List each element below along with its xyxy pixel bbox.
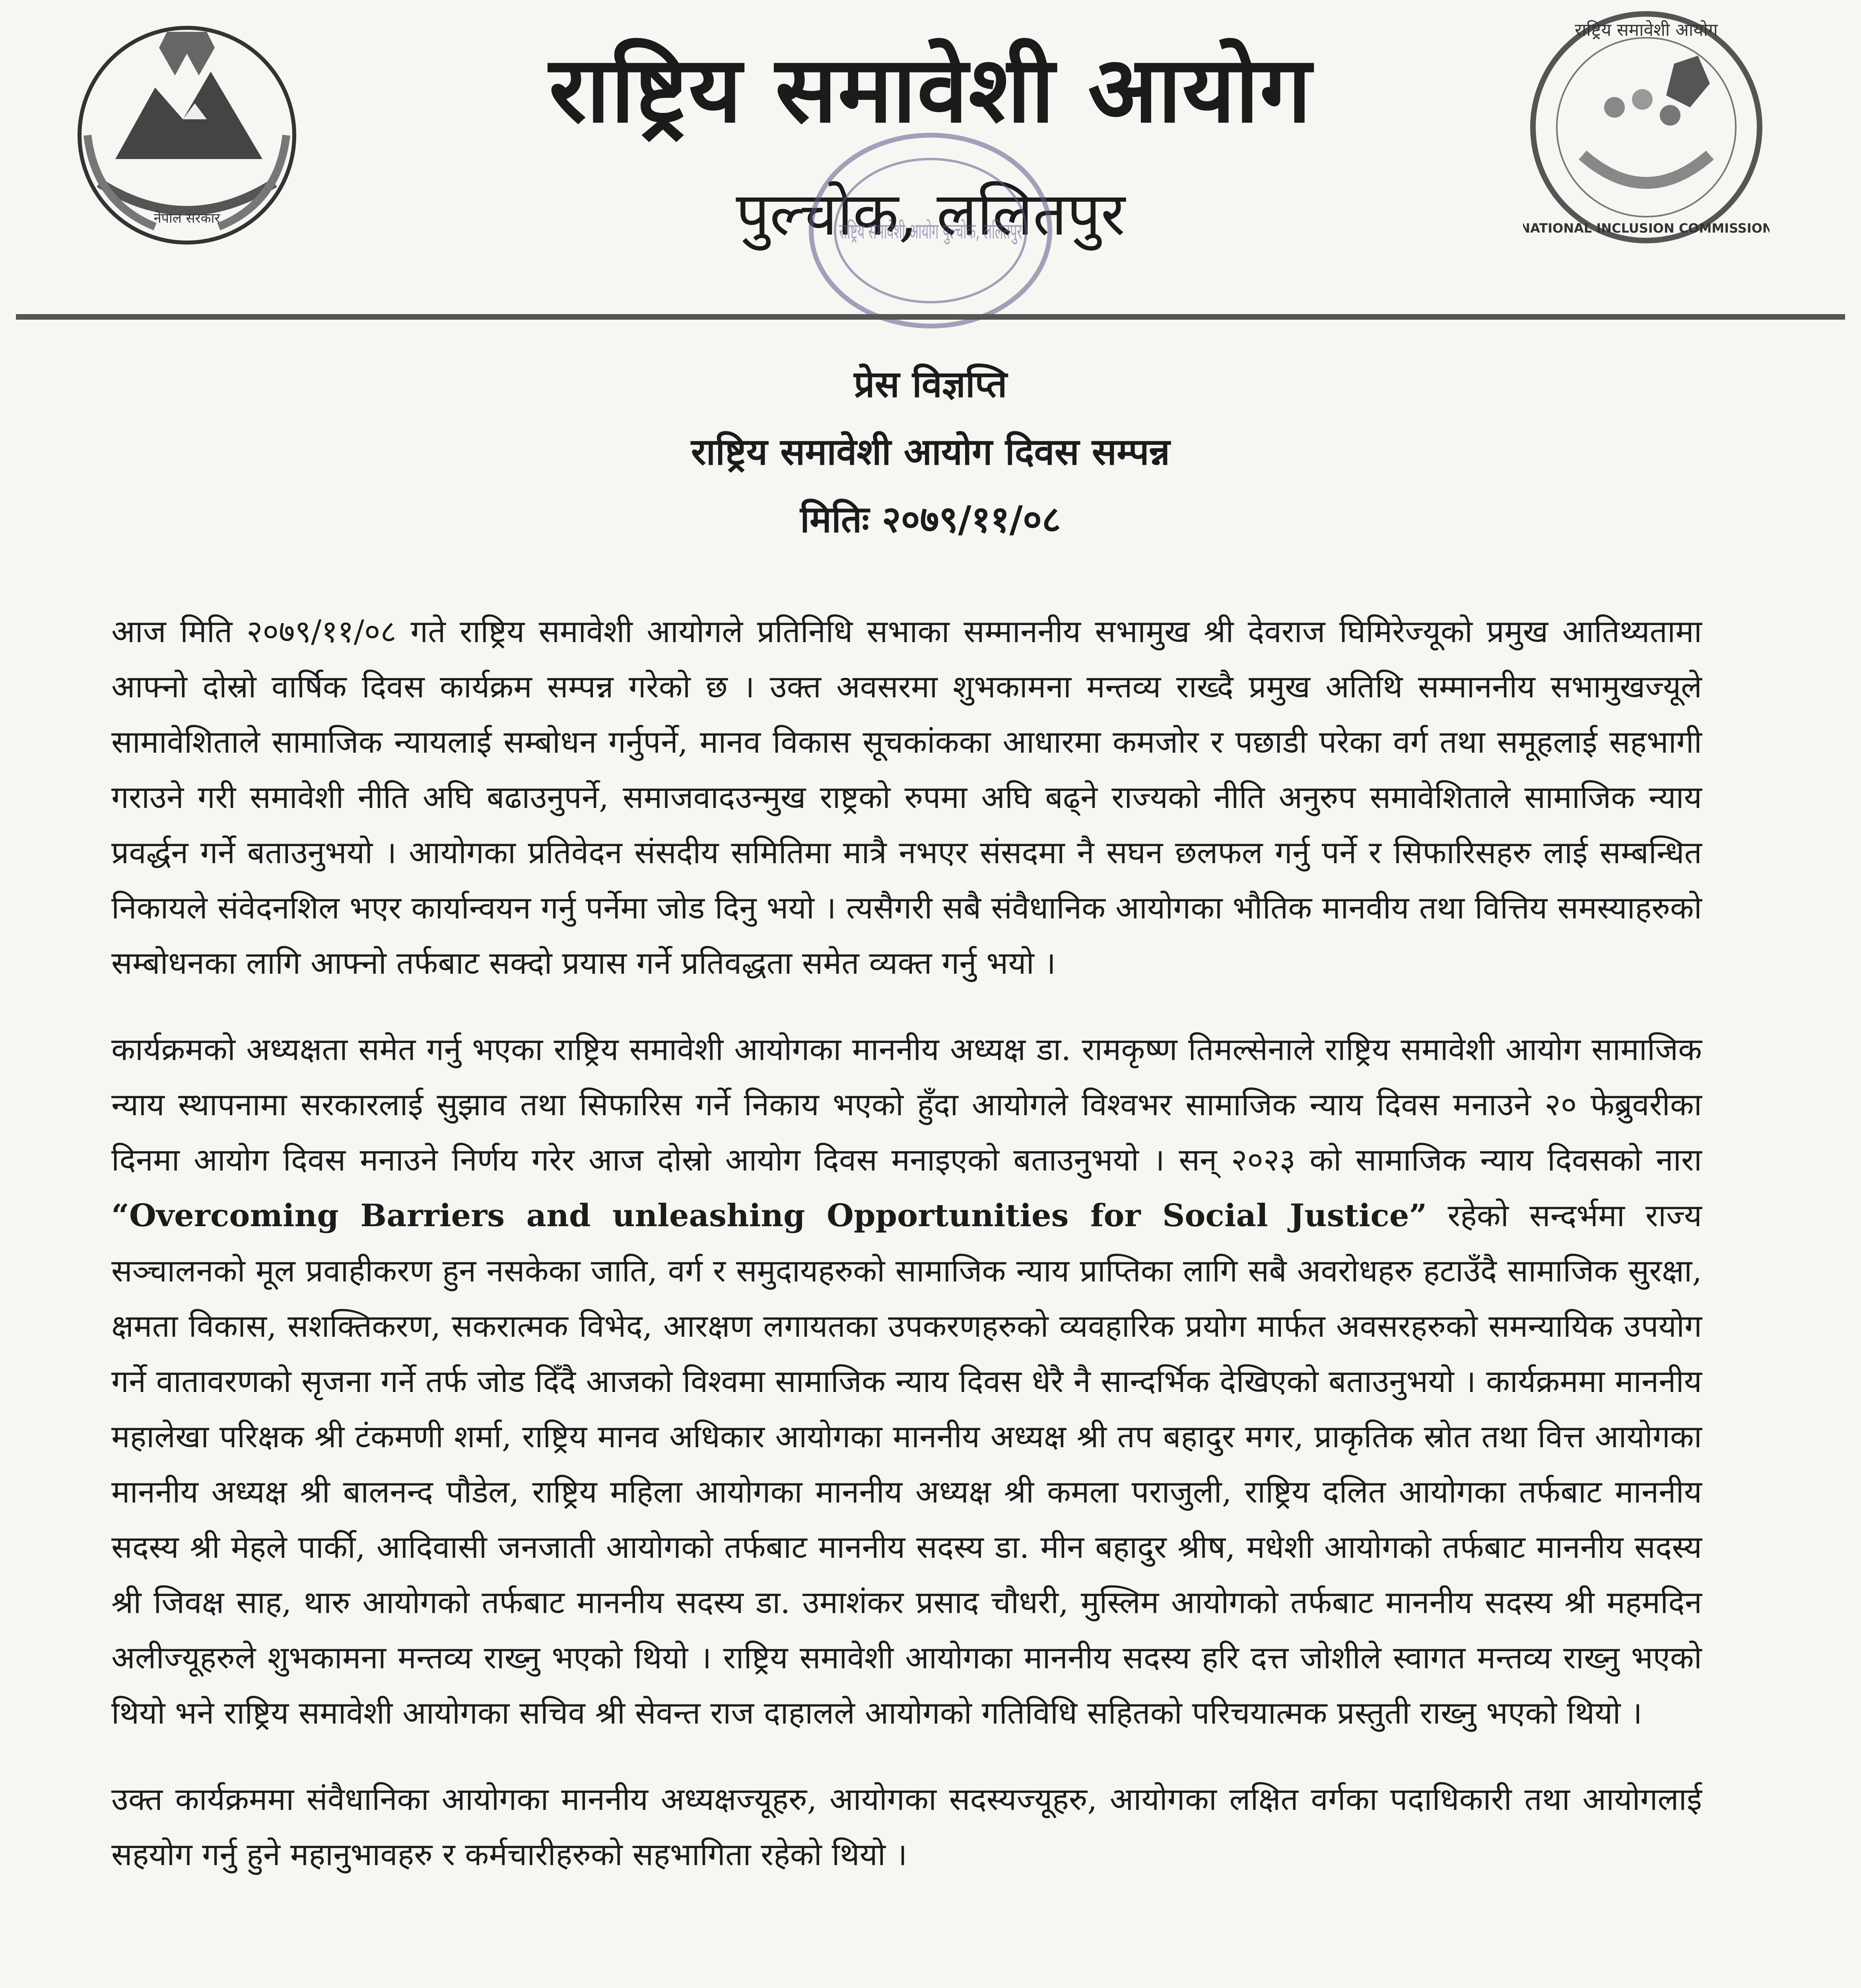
emblem-caption: नेपाल सरकार [153,210,220,226]
document-heading: राष्ट्रिय समावेशी आयोग दिवस सम्पन्न [691,430,1170,473]
social-justice-slogan: “Overcoming Barriers and unleashing Opportunities for Social Justice” [111,1198,1427,1234]
organization-name: राष्ट्रिय समावेशी आयोग [549,36,1312,143]
paragraph-3: उक्त कार्यक्रममा संवैधानिका आयोगका माननीय अध्यक्षज्यूहरु, आयोगका सदस्यज्यूहरु, आयोगका लक्षित वर्गका पदाधिकारी तथा आयोगलाई सहयोग गर्नु हुने महानुभावहरु र कर्मचारीहरुको सहभागिता रहेको थियो । [111,1782,1702,1873]
paragraph-1: आज मिति २०७९/११/०८ गते राष्ट्रिय समावेशी आयोगले प्रतिनिधि सभाका सम्माननीय सभामुख श्री देवराज घिमिरेज्यूको प्रमुख आतिथ्यतामा आफ्नो दोस्रो वार्षिक दिवस कार्यक्रम सम्पन्न गरेको छ । उक्त अवसरमा शुभकामना मन्तव्य राख्दै प्रमुख अतिथि सम्माननीय सभामुखज्यूले सामावेशिताले सामाजिक न्यायलाई सम्बोधन गर्नुपर्ने, मानव विकास सूचकांकका आधारमा कमजोर र पछाडी परेका वर्ग तथा समूहलाई सहभागी गराउने गरी समावेशी नीति अघि बढाउनुपर्ने, समाजवादउन्मुख राष्ट्रको रुपमा अघि बढ्ने राज्यको नीति अनुरुप समावेशिताले सामाजिक न्याय प्रवर्द्धन गर्ने बताउनुभयो । आयोगका प्रतिवेदन संसदीय समितिमा मात्रै नभएर संसदमा नै सघन छलफल गर्नु पर्ने र सिफारिसहरु लाई सम्बन्धित निकायले संवेदनशिल भएर कार्यान्वयन गर्नु पर्नेमा जोड दिनु भयो । त्यसैगरी सबै संवैधानिक आयोगका भौतिक मानवीय तथा वित्तिय समस्याहरुको सम्बोधनका लागि आफ्नो तर्फबाट सक्दो प्रयास गर्ने प्रतिवद्धता समेत व्यक्त गर्नु भयो । [111,614,1702,981]
paragraph-2-rest: रहेको सन्दर्भमा राज्य सञ्चालनको मूल प्रवाहीकरण हुन नसकेका जाति, वर्ग र समुदायहरुको सामाजिक न्याय प्राप्तिका लागि सबै अवरोधहरु हटाउँदै सामाजिक सुरक्षा, क्षमता विकास, सशक्तिकरण, सकरात्मक विभेद, आरक्षण लगायतका उपकरणहरुको व्यवहारिक प्रयोग मार्फत अवसरहरुको समन्यायिक उपयोग गर्ने वातावरणको सृजना गर्ने तर्फ जोड दिँदै आजको विश्वमा सामाजिक न्याय दिवस धेरै नै सान्दर्भिक देखिएको बताउनुभयो । कार्यक्रममा माननीय महालेखा परिक्षक श्री टंकमणी शर्मा, राष्ट्रिय मानव अधिकार आयोगका माननीय अध्यक्ष श्री तप बहादुर मगर, प्राकृतिक स्रोत तथा वित्त आयोगका माननीय अध्यक्ष श्री बालनन्द पौडेल, राष्ट्रिय महिला आयोगका माननीय अध्यक्ष श्री कमला पराजुली, राष्ट्रिय दलित आयोगका तर्फबाट माननीय सदस्य श्री मेहले पार्की, आदिवासी जनजाती आयोगको तर्फबाट माननीय सदस्य डा. मीन बहादुर श्रीष, मधेशी आयोगको तर्फबाट माननीय सदस्य श्री जिवक्ष साह, थारु आयोगको तर्फबाट माननीय सदस्य डा. उमाशंकर प्रसाद चौधरी, मुस्लिम आयोगको तर्फबाट माननीय सदस्य श्री महमदिन अलीज्यूहरुले शुभकामना मन्तव्य राख्नु भएको थियो । राष्ट्रिय समावेशी आयोगका माननीय सदस्य हरि दत्त जोशीले स्वागत मन्तव्य राख्नु भएको थियो भने राष्ट्रिय समावेशी आयोगका सचिव श्री सेवन्त राज दाहालले आयोगको गतिविधि सहितको परिचयात्मक प्रस्तुती राख्नु भएको थियो । [111,1198,1702,1731]
document-type: प्रेस विज्ञप्ति [854,363,1007,406]
office-stamp [803,127,1058,334]
paragraph-2 [111,1022,1702,1741]
header-divider [16,314,1845,320]
organization-location: पुल्चोक, ललितपुर [736,180,1125,249]
document-date: मितिः २०७९/११/०८ [800,498,1061,541]
nic-logo [1523,4,1770,250]
logo-bottom-text: NATIONAL INCLUSION COMMISSION [1523,221,1770,236]
paragraph-2-intro: कार्यक्रमको अध्यक्षता समेत गर्नु भएका राष्ट्रिय समावेशी आयोगका माननीय अध्यक्ष डा. रामकृष्ण तिमल्सेनाले राष्ट्रिय समावेशी आयोग सामाजिक न्याय स्थापनामा सरकारलाई सुझाव तथा सिफारिस गर्ने निकाय भएको हुँदा आयोगले विश्वभर सामाजिक न्याय दिवस मनाउने २० फेब्रुवरीका दिनमा आयोग दिवस मनाउने निर्णय गरेर आज दोस्रो आयोग दिवस मनाइएको बताउनुभयो । सन् २०२३ को सामाजिक न्याय दिवसको नारा [111,1032,1702,1178]
press-release-body [111,604,1702,1914]
logo-top-text: राष्ट्रिय समावेशी आयोग [1575,20,1718,40]
stamp-text: राष्ट्रिय समावेशी आयोग पु [839,219,1034,244]
